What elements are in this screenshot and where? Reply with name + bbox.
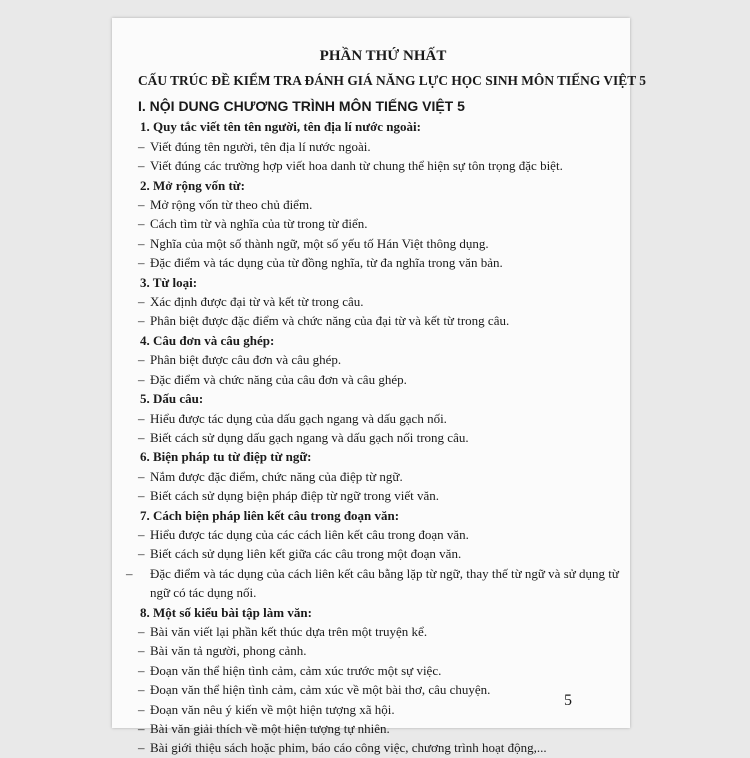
bullet-item — [138, 311, 628, 330]
dash-bullet-icon: – — [138, 643, 145, 659]
bullet-text: Nắm được đặc điểm, chức năng của điệp từ ngữ. — [150, 468, 403, 484]
dash-bullet-icon: – — [138, 313, 145, 329]
bullet-text: Xác định được đại từ và kết từ trong câu. — [150, 294, 364, 310]
bullet-text: Đoạn văn thể hiện tình cảm, cảm xúc trước một sự việc. — [150, 662, 442, 678]
subsection-heading: 4. Câu đơn và câu ghép: — [140, 332, 275, 348]
bullet-item — [138, 350, 628, 369]
dash-bullet-icon: – — [138, 294, 145, 310]
main-title: CẤU TRÚC ĐỀ KIỂM TRA ĐÁNH GIÁ NĂNG LỰC HỌC SINH MÔN TIẾNG VIỆT 5 — [138, 73, 646, 88]
dash-bullet-icon: – — [138, 662, 145, 678]
subsection-heading: 3. Từ loại: — [140, 274, 198, 290]
dash-bullet-icon: – — [138, 235, 145, 251]
dash-bullet-icon: – — [138, 721, 145, 736]
section-heading: I. NỘI DUNG CHƯƠNG TRÌNH MÔN TIẾNG VIỆT 5 — [138, 98, 465, 114]
dash-bullet-icon: – — [138, 255, 145, 271]
subsection-heading: 2. Mở rộng vốn từ: — [140, 177, 245, 193]
document-body — [126, 97, 628, 758]
bullet-item — [138, 234, 628, 253]
bullet-item — [138, 409, 628, 428]
bullet-text: Đoạn văn nêu ý kiến về một hiện tượng xã hội. — [150, 701, 395, 717]
bullet-item — [138, 719, 628, 738]
bullet-item — [138, 544, 628, 563]
bullet-item — [138, 486, 628, 505]
part-title: PHẦN THỨ NHẤT — [319, 48, 447, 64]
bullet-item — [138, 137, 628, 156]
bullet-item — [138, 661, 628, 680]
subsection-heading: 5. Dấu câu: — [140, 391, 204, 407]
section-list — [126, 117, 628, 757]
bullet-item — [126, 564, 628, 603]
dash-bullet-icon: – — [138, 682, 145, 698]
bullet-text: Hiểu được tác dụng của các cách liên kết câu trong đoạn văn. — [150, 526, 469, 542]
bullet-text: Biết cách sử dụng biện pháp điệp từ ngữ trong viết văn. — [150, 488, 440, 504]
bullet-item — [138, 214, 628, 233]
bullet-item — [138, 292, 628, 311]
dash-bullet-icon: – — [138, 216, 145, 232]
bullet-text: Đặc điểm và tác dụng của cách liên kết câu bằng lặp từ ngữ, thay thế từ ngữ và sử dụng từ ngữ có tác dụng nối. — [150, 565, 619, 601]
dash-bullet-icon: – — [138, 546, 145, 562]
dash-bullet-icon: – — [138, 740, 145, 756]
bullet-text: Nghĩa của một số thành ngữ, một số yếu tố Hán Việt thông dụng. — [150, 235, 489, 251]
dash-bullet-icon: – — [138, 526, 145, 542]
dash-bullet-icon: – — [126, 565, 133, 581]
bullet-text: Cách tìm từ và nghĩa của từ trong từ điển. — [150, 216, 368, 232]
dash-bullet-icon: – — [138, 623, 145, 639]
page-number: 5 — [564, 692, 572, 709]
bullet-text: Bài văn tả người, phong cảnh. — [150, 643, 307, 659]
bullet-item — [138, 680, 628, 699]
bullet-item — [138, 195, 628, 214]
bullet-item — [138, 467, 628, 486]
bullet-text: Bài văn giải thích về một hiện tượng tự nhiên. — [150, 721, 390, 736]
bullet-text: Mở rộng vốn từ theo chủ điểm. — [150, 197, 313, 213]
bullet-item — [138, 622, 628, 641]
bullet-text: Biết cách sử dụng liên kết giữa các câu trong một đoạn văn. — [150, 546, 462, 562]
subsection-heading: 7. Cách biện pháp liên kết câu trong đoạn văn: — [140, 507, 400, 523]
bullet-text: Viết đúng tên người, tên địa lí nước ngoài. — [150, 138, 371, 154]
bullet-item — [138, 641, 628, 660]
bullet-item — [138, 253, 628, 272]
bullet-text: Phân biệt được câu đơn và câu ghép. — [150, 352, 342, 368]
bullet-text: Hiểu được tác dụng của dấu gạch ngang và dấu gạch nối. — [150, 410, 447, 426]
bullet-text: Biết cách sử dụng dấu gạch ngang và dấu gạch nối trong câu. — [150, 429, 469, 445]
bullet-text: Đoạn văn thể hiện tình cảm, cảm xúc về một bài thơ, câu chuyện. — [150, 682, 491, 698]
dash-bullet-icon: – — [138, 410, 145, 426]
bullet-text: Đặc điểm và tác dụng của từ đồng nghĩa, từ đa nghĩa trong văn bản. — [150, 255, 503, 271]
subsection-heading: 1. Quy tắc viết tên tên người, tên địa lí nước ngoài: — [140, 119, 421, 135]
bullet-item — [138, 428, 628, 447]
bullet-item — [138, 156, 628, 175]
bullet-text: Bài văn viết lại phần kết thúc dựa trên một truyện kể. — [150, 623, 428, 639]
dash-bullet-icon: – — [138, 352, 145, 368]
dash-bullet-icon: – — [138, 371, 145, 387]
subsection-heading: 6. Biện pháp tu từ điệp từ ngữ: — [140, 449, 312, 465]
bullet-text: Viết đúng các trường hợp viết hoa danh từ chung thể hiện sự tôn trọng đặc biệt. — [150, 158, 563, 174]
document-page — [112, 18, 646, 756]
bullet-item — [138, 738, 628, 757]
bullet-text: Phân biệt được đặc điểm và chức năng của đại từ và kết từ trong câu. — [150, 313, 510, 329]
subsection-heading: 8. Một số kiểu bài tập làm văn: — [140, 604, 312, 620]
dash-bullet-icon: – — [138, 701, 145, 717]
dash-bullet-icon: – — [138, 158, 145, 174]
bullet-item — [138, 525, 628, 544]
bullet-text: Bài giới thiệu sách hoặc phim, báo cáo công việc, chương trình hoạt động,... — [150, 740, 547, 756]
bullet-item — [138, 700, 628, 719]
dash-bullet-icon: – — [138, 488, 145, 504]
bullet-text: Đặc điểm và chức năng của câu đơn và câu ghép. — [150, 371, 407, 387]
bullet-item — [138, 370, 628, 389]
dash-bullet-icon: – — [138, 468, 145, 484]
dash-bullet-icon: – — [138, 429, 145, 445]
dash-bullet-icon: – — [138, 138, 145, 154]
dash-bullet-icon: – — [138, 197, 145, 213]
